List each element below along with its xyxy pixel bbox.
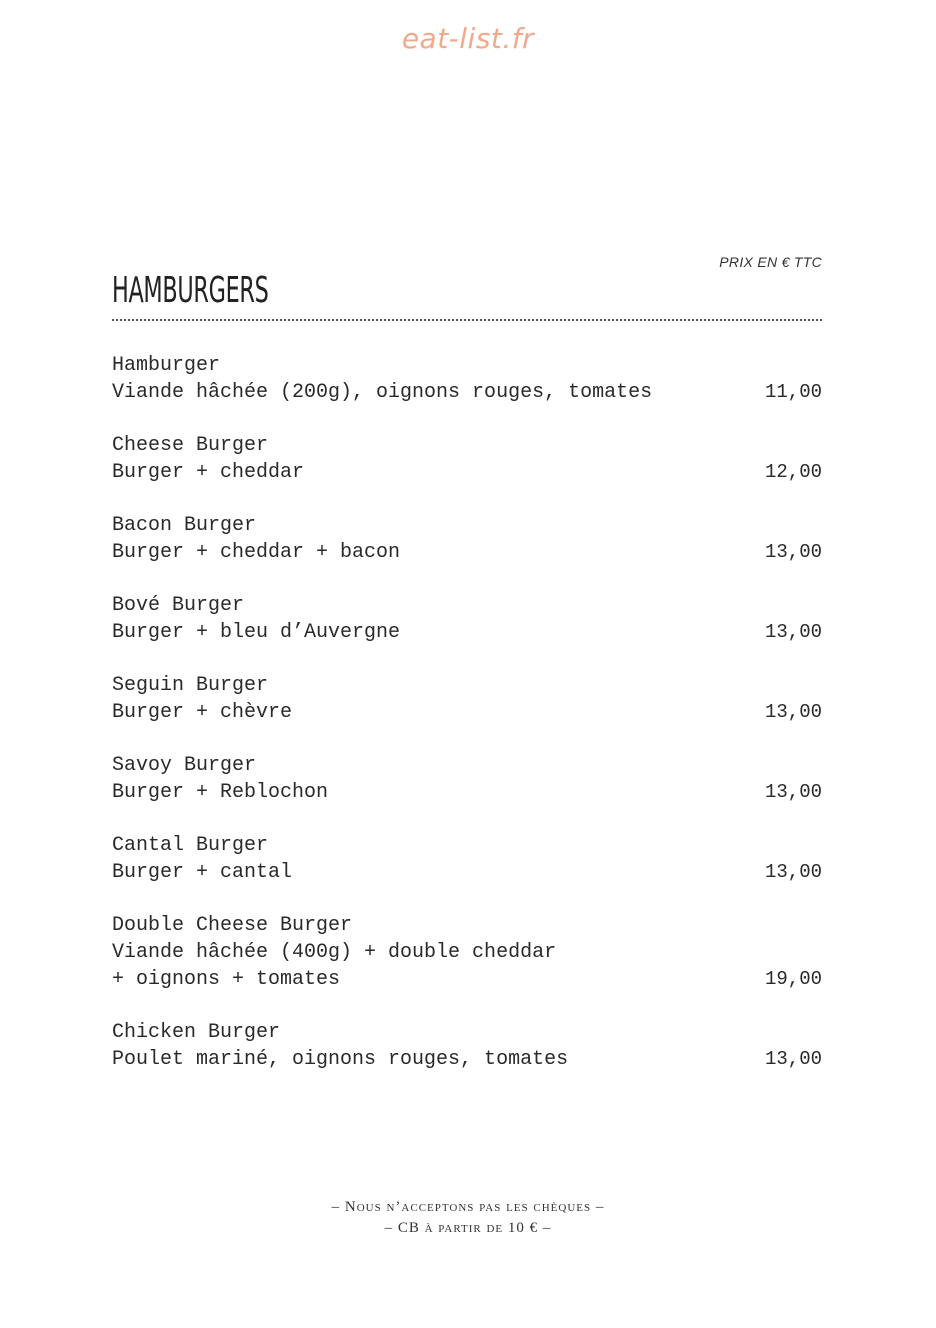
item-description: Burger + Reblochon [112, 781, 329, 804]
item-description: Viande hâchée (200g), oignons rouges, tomates [112, 381, 653, 404]
item-price: 13,00 [764, 1048, 822, 1070]
menu-item [112, 432, 822, 486]
menu-item [112, 672, 822, 726]
item-price: 19,00 [764, 968, 822, 990]
item-price: 13,00 [764, 861, 822, 883]
dotted-divider [112, 319, 822, 321]
item-name: Cantal Burger [112, 834, 269, 857]
item-name: Bacon Burger [112, 514, 257, 537]
item-price: 13,00 [764, 621, 822, 643]
payment-notice [0, 1197, 936, 1239]
item-name: Bové Burger [112, 594, 245, 617]
item-description: Burger + cantal [112, 861, 293, 884]
menu-list [112, 352, 822, 1099]
menu-item [112, 832, 822, 886]
watermark-logo: eat-list.fr [401, 22, 535, 55]
price-note: PRIX EN € TTC [719, 254, 822, 270]
item-name: Savoy Burger [112, 754, 257, 777]
item-name: Seguin Burger [112, 674, 269, 697]
item-price: 12,00 [764, 461, 822, 483]
item-name: Chicken Burger [112, 1021, 281, 1044]
item-description: Burger + chèvre [112, 701, 293, 724]
item-price: 11,00 [764, 381, 822, 403]
item-name: Cheese Burger [112, 434, 269, 457]
item-name: Double Cheese Burger [112, 914, 353, 937]
payment-notice-cheques: – Nous n’acceptons pas les chèques – [331, 1199, 605, 1215]
item-description: Burger + cheddar + bacon [112, 541, 401, 564]
item-price: 13,00 [764, 781, 822, 803]
menu-item [112, 592, 822, 646]
item-price: 13,00 [764, 541, 822, 563]
item-description: Viande hâchée (400g) + double cheddar [112, 941, 557, 964]
payment-notice-card: – CB à partir de 10 € – [384, 1220, 552, 1236]
menu-item [112, 1019, 822, 1073]
item-description: Burger + cheddar [112, 461, 305, 484]
menu-item [112, 352, 822, 406]
section-title: HAMBURGERS [112, 270, 269, 311]
menu-item [112, 912, 822, 993]
item-name: Hamburger [112, 354, 221, 377]
item-description: Burger + bleu d’Auvergne [112, 621, 401, 644]
menu-item [112, 512, 822, 566]
menu-item [112, 752, 822, 806]
item-description: + oignons + tomates [112, 968, 341, 991]
item-description: Poulet mariné, oignons rouges, tomates [112, 1048, 569, 1071]
item-price: 13,00 [764, 701, 822, 723]
